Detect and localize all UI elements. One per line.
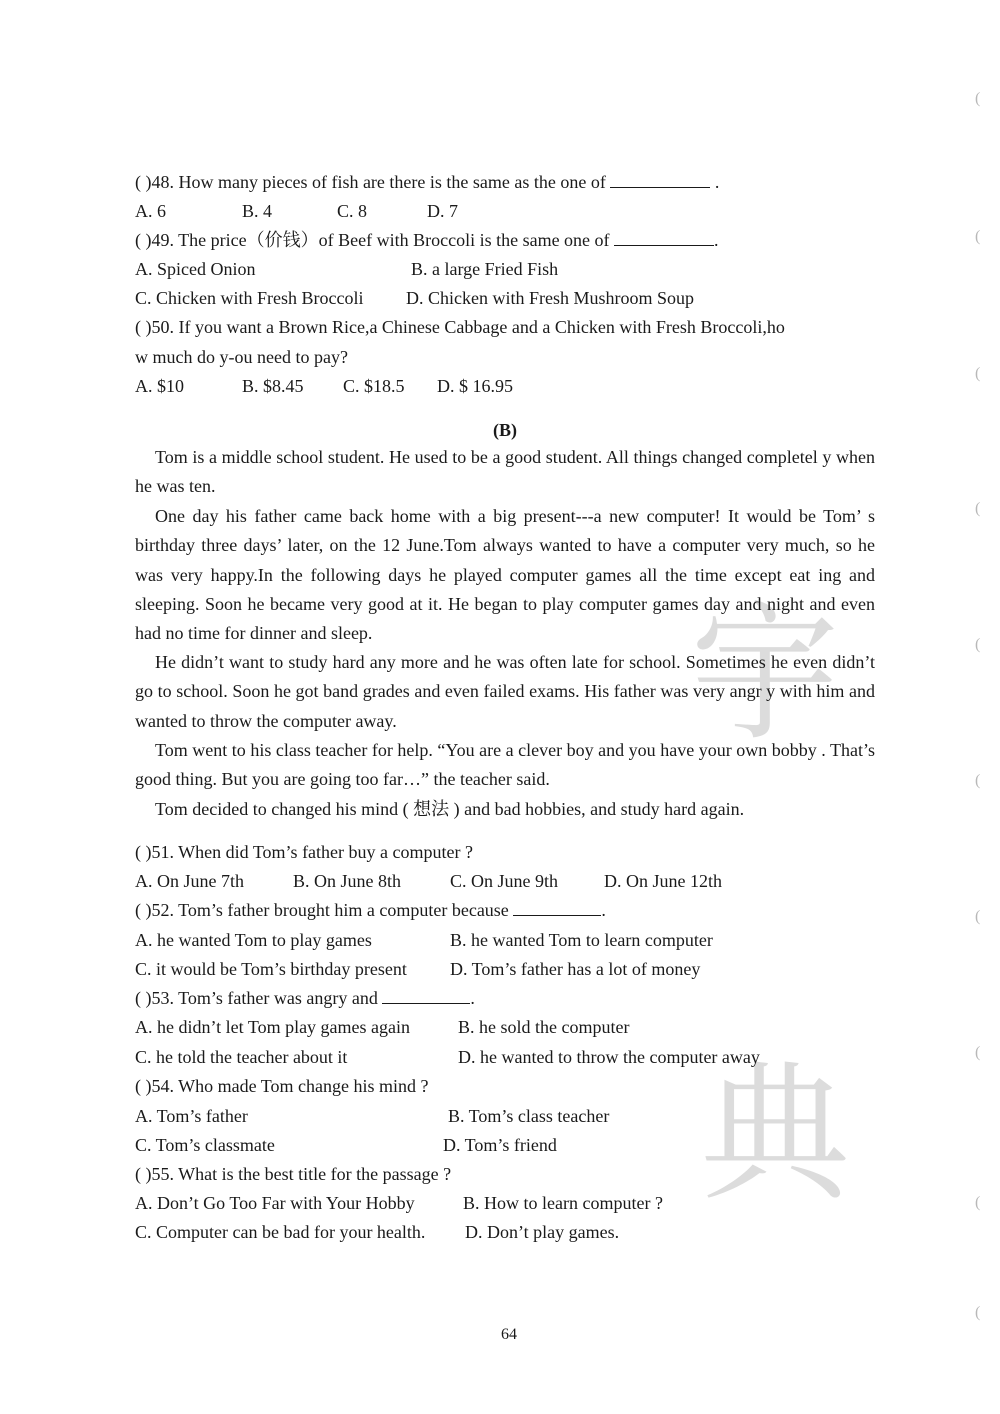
question-50-option-c[interactable]: C. $18.5 bbox=[343, 376, 405, 396]
passage-paragraph-2: One day his father came back home with a big present---a new computer! It would be Tom’ s birthday three days’ later, on the 12 June.Tom always wanted to have a computer very much, so he was very happy.In the following days he played computer games all the time except eat ing and sleeping. Soon he became very good at it. He began to play computer games day and night and even had no time for dinner and sleep. bbox=[135, 506, 875, 644]
question-54-stem: ( )54. Who made Tom change his mind ? bbox=[135, 1076, 429, 1096]
question-54-option-c[interactable]: C. Tom’s classmate bbox=[135, 1135, 275, 1155]
question-55-option-b[interactable]: B. How to learn computer ? bbox=[463, 1193, 663, 1213]
binding-mark-icon: ( bbox=[975, 1044, 981, 1061]
question-49-option-c[interactable]: C. Chicken with Fresh Broccoli bbox=[135, 288, 364, 308]
question-54-option-b[interactable]: B. Tom’s class teacher bbox=[448, 1106, 610, 1126]
question-52-option-c[interactable]: C. it would be Tom’s birthday present bbox=[135, 959, 407, 979]
question-52-option-b[interactable]: B. he wanted Tom to learn computer bbox=[450, 930, 713, 950]
binding-mark-icon: ( bbox=[975, 1304, 981, 1321]
answer-blank[interactable] bbox=[513, 901, 601, 916]
answer-blank[interactable] bbox=[614, 231, 714, 246]
question-53-option-c[interactable]: C. he told the teacher about it bbox=[135, 1047, 348, 1067]
question-54-option-a[interactable]: A. Tom’s father bbox=[135, 1106, 248, 1126]
watermark-character-2: 典 bbox=[700, 1048, 851, 1222]
question-55-stem: ( )55. What is the best title for the passage ? bbox=[135, 1164, 452, 1184]
question-48-option-b[interactable]: B. 4 bbox=[242, 201, 273, 221]
binding-mark-icon: ( bbox=[975, 500, 981, 517]
question-51-option-c[interactable]: C. On June 9th bbox=[450, 871, 558, 891]
binding-mark-icon: ( bbox=[975, 228, 981, 245]
question-54-option-d[interactable]: D. Tom’s friend bbox=[443, 1135, 557, 1155]
passage-paragraph-5: Tom decided to changed his mind ( 想法 ) and bad hobbies, and study hard again. bbox=[155, 799, 745, 819]
question-48-option-a[interactable]: A. 6 bbox=[135, 201, 166, 221]
question-51-stem: ( )51. When did Tom’s father buy a computer ? bbox=[135, 842, 473, 862]
question-48-stem: ( )48. How many pieces of fish are there is the same as the one of . bbox=[135, 172, 720, 192]
binding-mark-icon: ( bbox=[975, 636, 981, 653]
question-55-option-a[interactable]: A. Don’t Go Too Far with Your Hobby bbox=[135, 1193, 415, 1213]
question-49-option-d[interactable]: D. Chicken with Fresh Mushroom Soup bbox=[406, 288, 694, 308]
binding-mark-icon: ( bbox=[975, 365, 981, 382]
question-48-option-c[interactable]: C. 8 bbox=[337, 201, 368, 221]
question-53-option-a[interactable]: A. he didn’t let Tom play games again bbox=[135, 1017, 411, 1037]
question-48-option-d[interactable]: D. 7 bbox=[427, 201, 458, 221]
question-51-option-d[interactable]: D. On June 12th bbox=[604, 871, 722, 891]
passage-paragraph-4: Tom went to his class teacher for help. “You are a clever boy and you have your own bobby . That’s good thing. But you are going too far…” the teacher said. bbox=[135, 740, 875, 790]
passage-paragraph-3: He didn’t want to study hard any more and he was often late for school. Sometimes he even didn’t go to school. Soon he got band grades and even failed exams. His father was very angr y with him and wanted to throw the computer away. bbox=[135, 652, 875, 731]
question-51-option-a[interactable]: A. On June 7th bbox=[135, 871, 244, 891]
binding-mark-icon: ( bbox=[975, 772, 981, 789]
binding-mark-icon: ( bbox=[975, 1194, 981, 1211]
question-53-option-d[interactable]: D. he wanted to throw the computer away bbox=[458, 1047, 760, 1067]
question-53-option-b[interactable]: B. he sold the computer bbox=[458, 1017, 630, 1037]
question-52-stem: ( )52. Tom’s father brought him a computer because . bbox=[135, 900, 606, 920]
watermark-character-1: 宇 bbox=[690, 588, 841, 762]
question-52-option-d[interactable]: D. Tom’s father has a lot of money bbox=[450, 959, 701, 979]
question-50-stem-line-2: w much do y-ou need to pay? bbox=[135, 347, 348, 367]
question-53-stem: ( )53. Tom’s father was angry and . bbox=[135, 988, 475, 1008]
page-number: 64 bbox=[501, 1326, 517, 1343]
answer-blank[interactable] bbox=[610, 173, 710, 188]
question-50-option-b[interactable]: B. $8.45 bbox=[242, 376, 304, 396]
question-52-option-a[interactable]: A. he wanted Tom to play games bbox=[135, 930, 372, 950]
binding-mark-icon: ( bbox=[975, 908, 981, 925]
question-55-option-c[interactable]: C. Computer can be bad for your health. bbox=[135, 1222, 426, 1242]
question-50-option-a[interactable]: A. $10 bbox=[135, 376, 184, 396]
section-b-heading: (B) bbox=[493, 420, 517, 440]
binding-mark-icon: ( bbox=[975, 90, 981, 107]
question-55-option-d[interactable]: D. Don’t play games. bbox=[465, 1222, 620, 1242]
answer-blank[interactable] bbox=[382, 989, 470, 1004]
question-49-stem: ( )49. The price（价钱）of Beef with Broccoli is the same one of . bbox=[135, 230, 719, 250]
question-50-option-d[interactable]: D. $ 16.95 bbox=[437, 376, 513, 396]
question-49-option-a[interactable]: A. Spiced Onion bbox=[135, 259, 256, 279]
question-50-stem-line-1: ( )50. If you want a Brown Rice,a Chinese Cabbage and a Chicken with Fresh Broccoli,ho bbox=[135, 317, 785, 337]
question-49-option-b[interactable]: B. a large Fried Fish bbox=[411, 259, 559, 279]
question-51-option-b[interactable]: B. On June 8th bbox=[293, 871, 401, 891]
passage-paragraph-1: Tom is a middle school student. He used to be a good student. All things changed completel y when he was ten. bbox=[135, 447, 875, 497]
